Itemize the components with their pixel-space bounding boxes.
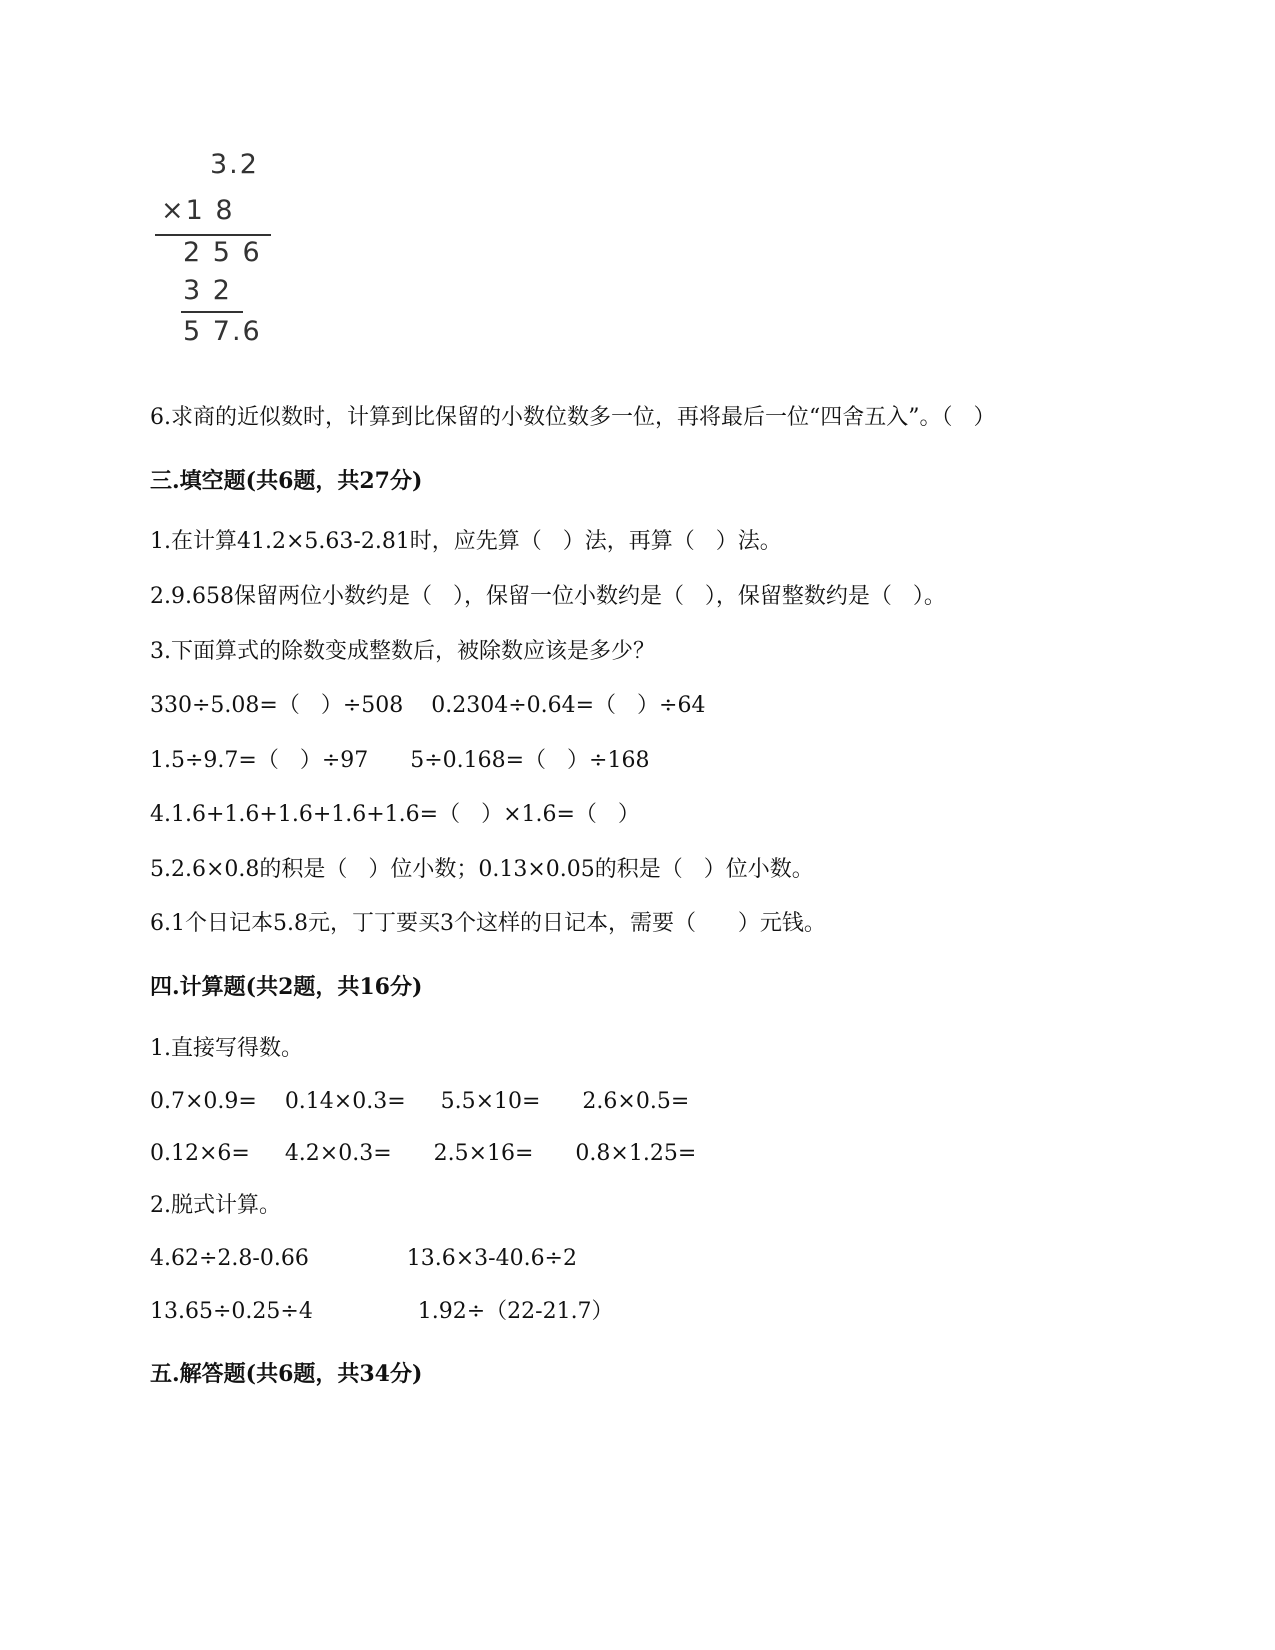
multiplicand: 3.2 [210,149,259,180]
calc-rule-top [155,234,271,236]
fill-item-5: 5.2.6×0.8的积是（ ）位小数；0.13×0.05的积是（ ）位小数。 [150,857,814,882]
calc-item-2: 2.脱式计算。 [150,1193,281,1218]
fill-item-3-row-2: 1.5÷9.7=（ ）÷97 5÷0.168=（ ）÷168 [150,748,650,773]
multiplier: ×1 8 [161,195,235,226]
section-3-heading: 三.填空题(共6题，共27分) [150,468,423,494]
judge-item-6: 6.求商的近似数时，计算到比保留的小数位数多一位，再将最后一位“四舍五入”。（ ） [150,405,996,430]
section-5-heading: 五.解答题(共6题，共34分) [150,1361,423,1387]
partial-product-2: 3 2 [183,275,232,306]
vertical-multiplication-figure [155,150,285,365]
fill-item-4: 4.1.6+1.6+1.6+1.6+1.6=（ ）×1.6=（ ） [150,802,640,827]
fill-item-3: 3.下面算式的除数变成整数后，被除数应该是多少？ [150,639,655,664]
calc-item-2-row-2: 13.65÷0.25÷4 1.92÷（22-21.7） [150,1299,614,1324]
calc-item-1-row-1: 0.7×0.9= 0.14×0.3= 5.5×10= 2.6×0.5= [150,1089,690,1114]
section-4-heading: 四.计算题(共2题，共16分) [150,974,423,1000]
calc-item-2-row-1: 4.62÷2.8-0.66 13.6×3-40.6÷2 [150,1246,577,1271]
fill-item-6: 6.1个日记本5.8元，丁丁要买3个这样的日记本，需要（ ）元钱。 [150,911,826,936]
fill-item-2: 2.9.658保留两位小数约是（ ），保留一位小数约是（ ），保留整数约是（ ）。 [150,584,946,609]
product: 5 7.6 [183,316,262,347]
calc-rule-bottom [181,311,243,313]
fill-item-1: 1.在计算41.2×5.63-2.81时，应先算（ ）法，再算（ ）法。 [150,529,782,554]
calc-item-1: 1.直接写得数。 [150,1036,303,1061]
calc-item-1-row-2: 0.12×6= 4.2×0.3= 2.5×16= 0.8×1.25= [150,1141,697,1166]
fill-item-3-row-1: 330÷5.08=（ ）÷508 0.2304÷0.64=（ ）÷64 [150,693,706,718]
partial-product-1: 2 5 6 [183,237,262,268]
